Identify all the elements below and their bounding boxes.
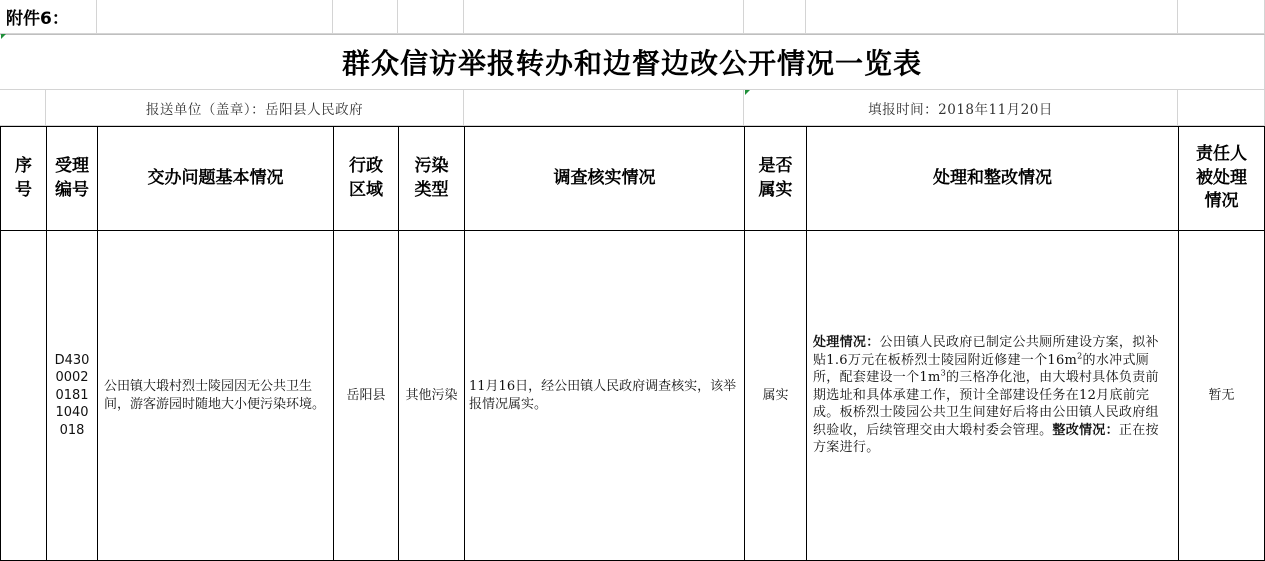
header-accept-no: 受理编号 bbox=[46, 127, 97, 231]
fill-time: 填报时间：2018年11月20日 bbox=[744, 90, 1178, 126]
grid-cell bbox=[97, 0, 333, 34]
grid-cell bbox=[398, 0, 464, 34]
comment-marker bbox=[1, 34, 6, 39]
cell-accountability: 暂无 bbox=[1178, 231, 1265, 560]
grid-cell bbox=[333, 0, 398, 34]
comment-marker bbox=[745, 90, 750, 95]
cell-pollution-type: 其他污染 bbox=[398, 231, 464, 560]
cell-region: 岳阳县 bbox=[333, 231, 398, 560]
header-seq: 序号 bbox=[0, 127, 46, 231]
grid-cell bbox=[1178, 90, 1265, 126]
grid-cell bbox=[806, 0, 1178, 34]
cell-seq bbox=[0, 231, 46, 560]
header-verified: 是否属实 bbox=[744, 127, 806, 231]
page-title: 群众信访举报转办和边督边改公开情况一览表 bbox=[341, 47, 922, 80]
reporting-unit: 报送单位（盖章）：岳阳县人民政府 bbox=[46, 90, 464, 126]
header-accountability: 责任人被处理情况 bbox=[1178, 127, 1265, 231]
cell-investigation: 11月16日，经公田镇人民政府调查核实，该举报情况属实。 bbox=[464, 231, 744, 560]
header-pollution-type: 污染类型 bbox=[398, 127, 464, 231]
header-handling: 处理和整改情况 bbox=[806, 127, 1178, 231]
grid-cell bbox=[1178, 0, 1265, 34]
cell-issue: 公田镇大塅村烈士陵园因无公共卫生间，游客游园时随地大小便污染环境。 bbox=[97, 231, 333, 560]
header-investigation: 调查核实情况 bbox=[464, 127, 744, 231]
header-region: 行政区域 bbox=[333, 127, 398, 231]
header-issue: 交办问题基本情况 bbox=[97, 127, 333, 231]
title-row bbox=[0, 34, 1265, 90]
handling-label: 处理情况： bbox=[813, 335, 880, 351]
report-table bbox=[0, 126, 1265, 561]
cell-handling: 处理情况：公田镇人民政府已制定公共厕所建设方案，拟补贴1.6万元在板桥烈士陵园附近修建一个$16m^2$的水冲式厕所，配套建设一个$1m^3$的三格净化池，由大塅村具体负责前期选址和具体承建工作，预计全部建设任务在12月底前完成。板桥烈士陵园公共卫生间建好后将由公田镇人民政府组织验收，后续管理交由大塅村委会管理。整改情况：正在按方案进行。 bbox=[806, 231, 1178, 560]
grid-cell bbox=[744, 0, 806, 34]
rectification-label: 整改情况： bbox=[1052, 422, 1119, 438]
grid-cell bbox=[464, 90, 744, 126]
grid-cell bbox=[0, 90, 46, 126]
cell-verified: 属实 bbox=[744, 231, 806, 560]
annex-label: 附件6： bbox=[0, 0, 97, 34]
grid-cell bbox=[464, 0, 744, 34]
cell-accept-no: D430 0002 0181 1040 018 bbox=[46, 231, 97, 560]
